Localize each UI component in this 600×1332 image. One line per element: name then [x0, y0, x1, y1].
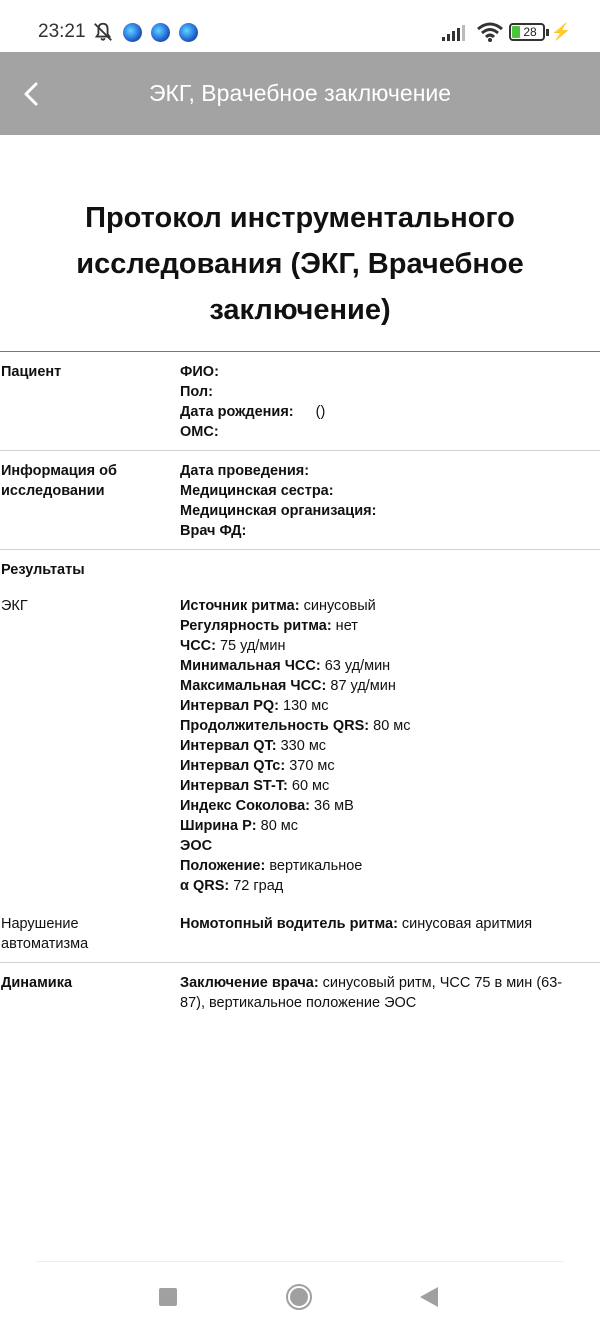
ecg-item: Интервал ST-T: 60 мс — [180, 778, 330, 794]
wifi-icon — [476, 21, 504, 43]
battery-level: 28 — [523, 25, 537, 39]
recents-button[interactable] — [159, 1288, 177, 1306]
ecg-item: Источник ритма: синусовый — [180, 598, 376, 614]
dynamics-label: Динамика — [1, 975, 73, 991]
automatism-value: синусовая аритмия — [397, 916, 533, 932]
system-nav-bar — [0, 1260, 600, 1332]
charging-icon: ⚡ — [551, 24, 571, 41]
patient-row — [0, 351, 600, 450]
study-info-label: Информация об исследовании — [1, 463, 117, 499]
ecg-item: Минимальная ЧСС: 63 уд/мин — [180, 658, 391, 674]
status-bar — [0, 0, 600, 52]
app-notification-icon — [151, 23, 170, 42]
study-info-values — [180, 461, 600, 541]
protocol-table — [0, 351, 600, 1021]
sex-field: Пол: — [180, 384, 213, 400]
doctor-field: Врач ФД: — [180, 523, 247, 539]
ecg-values — [180, 596, 600, 896]
ecg-item: Ширина P: 80 мс — [180, 818, 299, 834]
nurse-field: Медицинская сестра: — [180, 483, 334, 499]
ecg-item: Максимальная ЧСС: 87 уд/мин — [180, 678, 396, 694]
oms-field: ОМС: — [180, 424, 219, 440]
ecg-label: ЭКГ — [1, 598, 28, 614]
nav-divider — [36, 1261, 564, 1262]
document-title: Протокол инструментального исследования (ЭКГ, Врачебное заключение) — [76, 202, 524, 326]
ecg-item: Интервал QT: 330 мс — [180, 738, 327, 754]
patient-label: Пациент — [1, 364, 62, 380]
study-date-field: Дата проведения: — [180, 463, 310, 479]
dob-value: () — [315, 404, 326, 420]
automatism-key: Номотопный водитель ритма: — [180, 916, 398, 932]
ecg-item: Регулярность ритма: нет — [180, 618, 358, 634]
dynamics-row — [0, 962, 600, 1021]
study-info-row — [0, 450, 600, 549]
ecg-item: Интервал QTc: 370 мс — [180, 758, 335, 774]
automatism-row — [0, 912, 600, 962]
ecg-item: Положение: вертикальное — [180, 858, 363, 874]
ecg-row — [0, 594, 600, 912]
ecg-item: α QRS: 72 град — [180, 878, 284, 894]
organization-field: Медицинская организация: — [180, 503, 377, 519]
dynamics-values — [180, 973, 600, 1013]
doctor-conclusion-value: синусовый ритм, ЧСС 75 в мин (63-87), вертикальное положение ЭОС — [180, 975, 563, 1011]
doctor-conclusion-key: Заключение врача: — [180, 975, 319, 991]
mute-icon — [92, 21, 114, 43]
patient-values — [180, 362, 600, 442]
results-label: Результаты — [1, 562, 85, 578]
status-time: 23:21 — [38, 21, 86, 42]
app-bar-title: ЭКГ, Врачебное заключение — [148, 80, 452, 106]
automatism-values — [180, 914, 600, 954]
ecg-item: ЭОС — [180, 838, 213, 854]
app-notification-icon — [123, 23, 142, 42]
results-row — [0, 549, 600, 594]
back-button[interactable] — [420, 1287, 438, 1307]
signal-icon — [442, 24, 468, 42]
app-bar — [0, 52, 600, 135]
ecg-item: Интервал PQ: 130 мс — [180, 698, 329, 714]
dob-field: Дата рождения: — [180, 404, 294, 420]
ecg-item: Продолжительность QRS: 80 мс — [180, 718, 411, 734]
battery-nub — [546, 29, 549, 36]
app-notification-icon — [179, 23, 198, 42]
ecg-item: Индекс Соколова: 36 мВ — [180, 798, 354, 814]
home-button[interactable] — [286, 1284, 312, 1310]
automatism-label: Нарушение автоматизма — [1, 916, 89, 952]
battery-icon — [509, 23, 545, 41]
fio-field: ФИО: — [180, 364, 219, 380]
ecg-item: ЧСС: 75 уд/мин — [180, 638, 286, 654]
